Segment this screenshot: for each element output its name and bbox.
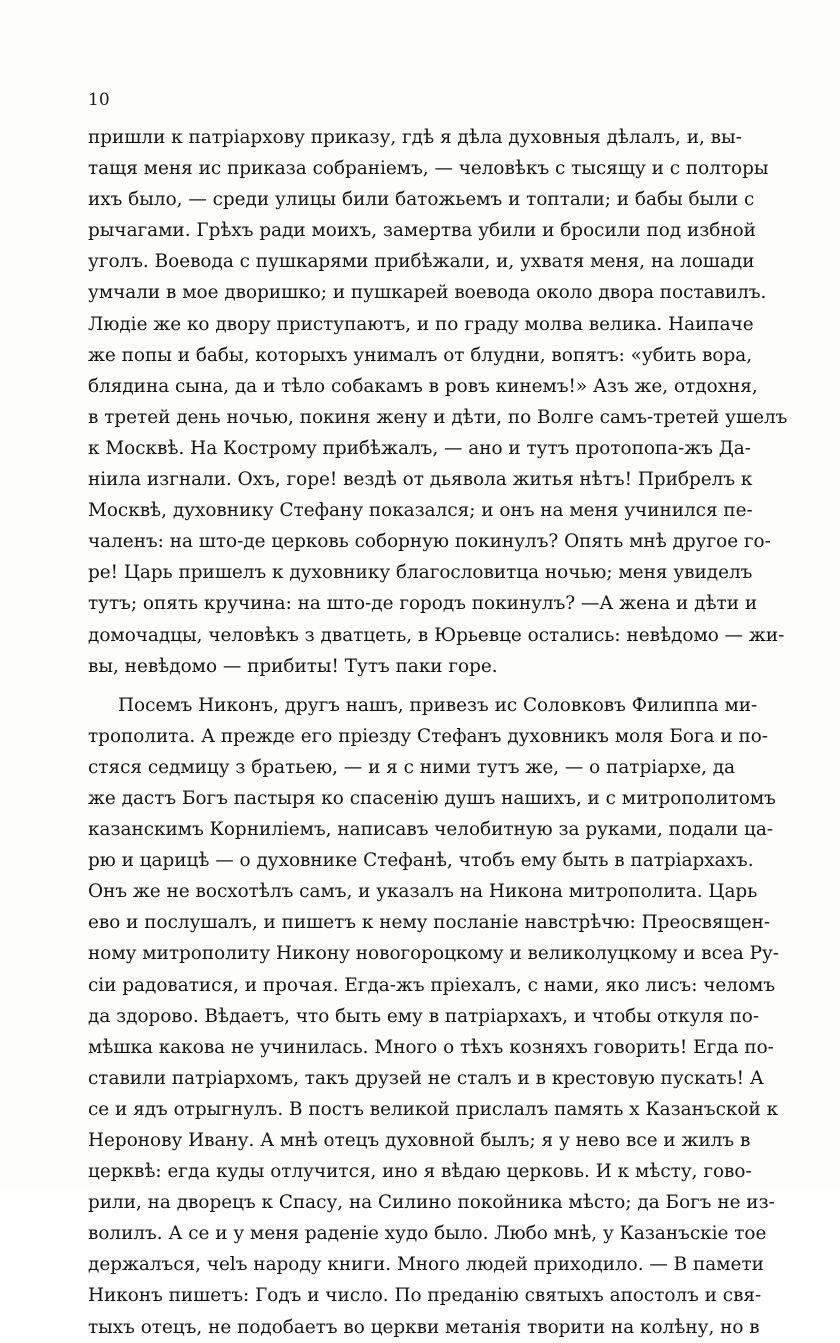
text-line: тащя меня ис приказа собраніемъ, — человѣкъ с тысящу и с полторы	[88, 158, 769, 180]
text-line: сіи радоватися, и прочая. Егда-жъ пріехалъ, с нами, яко лисъ: челомъ	[88, 974, 776, 996]
text-line: Никонъ пишетъ: Годъ и число. По преданію святыхъ апостолъ и свя-	[88, 1285, 762, 1307]
text-line: ихъ было, — среди улицы били батожьемъ и топтали; и бабы были с	[88, 189, 755, 211]
text-line: ному митрополиту Никону новогороцкому и великолуцкому и всеа Ру-	[88, 943, 780, 965]
text-line: пришли к патріархову приказу, гдѣ я дѣла духовныя дѣлалъ, и, вы-	[88, 127, 742, 148]
text-line: Москвѣ, духовнику Стефану показался; и онъ на меня учинился пе-	[88, 500, 753, 522]
text-line: вы, невѣдомо — прибиты! Тутъ паки горе.	[88, 655, 498, 677]
text-line: рю и царицѣ — о духовнике Стефанѣ, чтобъ ему быть в патріархахъ.	[88, 850, 754, 872]
text-line: се и ядъ отрыгнулъ. В постъ великой прислалъ память х Казанъской к	[88, 1098, 779, 1120]
paragraph	[88, 690, 780, 1343]
text-line: блядина сына, да и тѣло собакамъ в ровъ кинемъ!» Азъ же, отдохня,	[88, 375, 758, 397]
text-line: держалъся, чelъ народу книги. Много людей приходило. — В памети	[88, 1254, 764, 1276]
text-line: Посемъ Никонъ, другъ нашъ, привезъ ис Соловковъ Филиппа ми-	[118, 694, 758, 716]
text-line: домочадцы, человѣкъ з дватцеть, в Юрьевце остались: невѣдомо — жи-	[88, 624, 785, 646]
text-line: же попы и бабы, которыхъ унималъ от блудни, вопятъ: «убить вора,	[88, 344, 753, 366]
text-line: ево и послушалъ, и пишетъ к нему посланіе навстрѣчю: Преосвящен-	[88, 912, 771, 934]
text-line: казанскимъ Корниліемъ, написавъ челобитную за руками, подали ца-	[88, 819, 774, 841]
text-line: в третей день ночью, покиня жену и дѣти, по Волге самъ-третей ушелъ	[88, 406, 788, 428]
text-line: тутъ; опять кручина: на што-де городъ покинулъ? —А жена и дѣти и	[88, 593, 758, 615]
text-line: уголъ. Воевода с пушкарями прибѣжали, и, ухватя меня, на лошади	[88, 251, 755, 273]
text-line: чаленъ: на што-де церковь соборную покинулъ? Опять мнѣ другое го-	[88, 531, 771, 553]
text-line: ставили патріархомъ, такъ друзей не сталъ и в крестовую пускать! А	[88, 1067, 764, 1089]
text-line: Людіе же ко двору приступаютъ, и по граду молва велика. Наипаче	[88, 313, 754, 335]
text-line: к Москвѣ. На Кострому прибѣжалъ, — ано и тутъ протопопа-жъ Да-	[88, 437, 751, 459]
text-line: тыхъ отецъ, не подобаетъ во церкви метанія творити на колѣну, но в	[88, 1316, 760, 1338]
text-line: же дастъ Богъ пастыря ко спасенію душъ нашихъ, и с митрополитомъ	[88, 787, 776, 809]
page-number: 10	[88, 90, 110, 110]
text-line: ре! Царь пришелъ к духовнику благословитца ночью; меня увиделъ	[88, 562, 753, 584]
text-line: да здорово. Вѣдаетъ, что быть ему в патріархахъ, и чтобы откуля по-	[88, 1005, 760, 1027]
paragraph	[88, 122, 788, 682]
text-line: Онъ же не восхотѣлъ самъ, и указалъ на Никона митрополита. Царь	[88, 881, 758, 903]
text-line: рили, на дворецъ к Спасу, на Силино покойника мѣсто; да Богъ не из-	[88, 1192, 775, 1214]
text-line: Неронову Ивану. А мнѣ отецъ духовной былъ; я у нево все и жилъ в	[88, 1130, 751, 1151]
text-line: церквѣ: егда куды отлучится, ино я вѣдаю церковь. И к мѣсту, гово-	[88, 1161, 752, 1183]
text-line: стяся седмицу з братьею, — и я с ними тутъ же, — о патріархе, да	[88, 756, 736, 778]
text-line: мѣшка какова не учинилась. Много о тѣхъ козняхъ говорить! Егда по-	[88, 1036, 774, 1058]
text-line: умчали в мое дворишко; и пушкарей воевода около двора поставилъ.	[88, 282, 767, 304]
text-line: трополита. А прежде его пріезду Стефанъ духовникъ моля Бога и по-	[88, 725, 769, 747]
text-line: волилъ. А се и у меня раденіе худо было. Любо мнѣ, у Казанъскіе тое	[88, 1223, 767, 1245]
page-text	[88, 122, 788, 1343]
text-line: рычагами. Грѣхъ ради моихъ, замертва убили и бросили под избной	[88, 220, 756, 242]
text-line: ніила изгнали. Охъ, горе! вездѣ от дьявола житья нѣтъ! Прибрелъ к	[88, 469, 753, 491]
